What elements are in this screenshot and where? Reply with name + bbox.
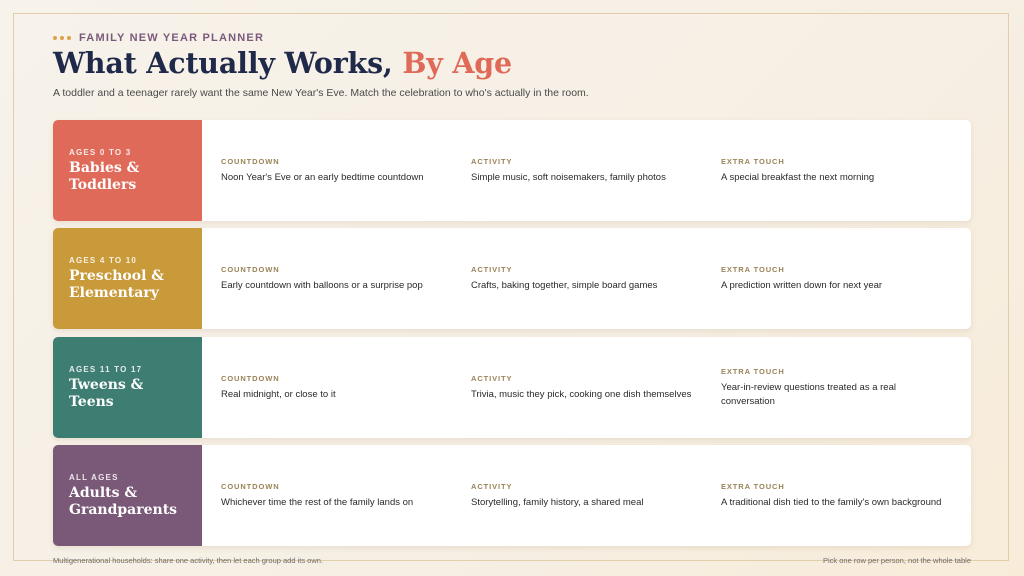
eyebrow	[53, 31, 264, 45]
countdown-label: COUNTDOWN	[221, 264, 280, 274]
activity-label: ACTIVITY	[471, 264, 513, 274]
dot-icon	[67, 36, 71, 40]
title-accent: By Age	[402, 46, 512, 80]
activity-text: Crafts, baking together, simple board games	[471, 279, 658, 291]
activity-label: ACTIVITY	[471, 481, 513, 491]
countdown-cell	[221, 445, 453, 546]
dot-icon	[60, 36, 64, 40]
group-name: Preschool & Elementary	[69, 268, 164, 301]
group-name: Babies & Toddlers	[69, 160, 140, 193]
countdown-label: COUNTDOWN	[221, 156, 280, 166]
countdown-text: Early countdown with balloons or a surprise pop	[221, 279, 423, 291]
countdown-text: Real midnight, or close to it	[221, 388, 336, 400]
countdown-text: Whichever time the rest of the family lands on	[221, 496, 414, 508]
table-row	[53, 228, 971, 329]
row-label	[53, 120, 202, 221]
footer-note: Multigenerational households: share one activity, then let each group add its own.	[53, 556, 324, 565]
extra-cell	[721, 337, 953, 438]
extra-label: EXTRA TOUCH	[721, 366, 785, 376]
countdown-label: COUNTDOWN	[221, 481, 280, 491]
age-range: ALL AGES	[69, 473, 119, 482]
activity-cell	[471, 120, 703, 221]
countdown-cell	[221, 228, 453, 329]
activity-text: Simple music, soft noisemakers, family photos	[471, 171, 666, 183]
row-label	[53, 228, 202, 329]
dot-icon	[53, 36, 57, 40]
row-label	[53, 337, 202, 438]
countdown-cell	[221, 337, 453, 438]
countdown-cell	[221, 120, 453, 221]
table-row	[53, 120, 971, 221]
age-range: AGES 4 TO 10	[69, 256, 138, 265]
countdown-label: COUNTDOWN	[221, 373, 280, 383]
extra-text: A prediction written down for next year	[721, 279, 883, 291]
activity-label: ACTIVITY	[471, 373, 513, 383]
activity-label: ACTIVITY	[471, 156, 513, 166]
extra-text: Year-in-review questions treated as a real conversation	[721, 381, 896, 407]
extra-cell	[721, 228, 953, 329]
activity-text: Storytelling, family history, a shared meal	[471, 496, 644, 508]
activity-text: Trivia, music they pick, cooking one dish themselves	[471, 388, 692, 400]
extra-label: EXTRA TOUCH	[721, 481, 785, 491]
activity-cell	[471, 337, 703, 438]
age-range: AGES 0 TO 3	[69, 148, 132, 157]
eyebrow-text: FAMILY NEW YEAR PLANNER	[79, 32, 265, 44]
group-name: Tweens & Teens	[69, 377, 144, 410]
extra-label: EXTRA TOUCH	[721, 264, 785, 274]
row-label	[53, 445, 202, 546]
activity-cell	[471, 445, 703, 546]
extra-text: A traditional dish tied to the family's own background	[721, 496, 942, 508]
footer-tip: Pick one row per person, not the whole table	[822, 556, 971, 565]
extra-cell	[721, 120, 953, 221]
page-title	[53, 46, 512, 80]
table-row	[53, 445, 971, 546]
age-range: AGES 11 TO 17	[69, 365, 143, 374]
countdown-text: Noon Year's Eve or an early bedtime countdown	[221, 171, 424, 183]
extra-label: EXTRA TOUCH	[721, 156, 785, 166]
dots-decoration	[53, 36, 71, 40]
group-name: Adults & Grandparents	[69, 485, 178, 518]
title-main: What Actually Works,	[53, 46, 403, 80]
extra-cell	[721, 445, 953, 546]
page-subtitle: A toddler and a teenager rarely want the same New Year's Eve. Match the celebration to who's actually in the room.	[53, 87, 589, 99]
table-row	[53, 337, 971, 438]
activity-cell	[471, 228, 703, 329]
extra-text: A special breakfast the next morning	[721, 171, 875, 183]
